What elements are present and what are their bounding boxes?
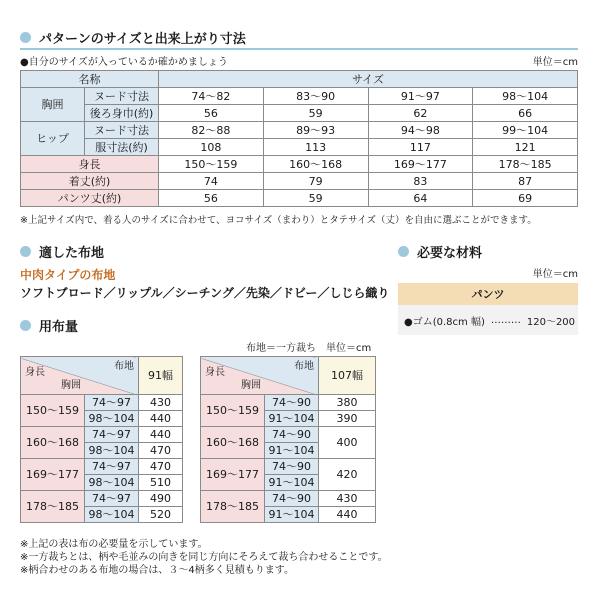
row-label-pants: パンツ丈(約) [21, 190, 159, 207]
footnote: ※柄合わせのある布地の場合は、３〜4柄多く見積もります。 [20, 565, 294, 576]
page-title: パターンのサイズと出来上がり寸法 [39, 31, 246, 47]
size-cell: 94〜98 [368, 122, 473, 139]
row-label: ヌード寸法 [85, 122, 159, 139]
size-cell: 160〜168 [263, 156, 368, 173]
group-hip: ヒップ [21, 122, 85, 156]
yardage-cell: 470 [139, 443, 183, 459]
size-cell: 69 [473, 190, 578, 207]
yardage-table-91 [20, 356, 183, 523]
size-cell: 99〜104 [473, 122, 578, 139]
materials-item: ●ゴム(0.8cm 幅) [404, 316, 485, 328]
chest-cell: 74〜90 [265, 491, 319, 507]
yardage-cell: 430 [139, 395, 183, 411]
row-label: ヌード寸法 [85, 88, 159, 105]
yardage-corner [201, 357, 319, 395]
chest-cell: 74〜97 [85, 395, 139, 411]
size-cell: 98〜104 [473, 88, 578, 105]
section-heading-yardage [20, 314, 78, 336]
size-cell: 66 [473, 105, 578, 122]
size-unit: 単位＝cm [532, 57, 578, 68]
yardage-cell: 430 [319, 491, 376, 507]
size-cell: 150〜159 [159, 156, 264, 173]
size-header-size: サイズ [159, 71, 578, 88]
yardage-table [200, 356, 376, 523]
size-cell: 87 [473, 173, 578, 190]
chest-cell: 74〜97 [85, 491, 139, 507]
height-cell: 178〜185 [21, 491, 85, 523]
materials-row [398, 305, 578, 335]
corner-chest: 胸囲 [61, 380, 81, 391]
footnote: ※一方裁ちとは、柄や毛並みの向きを同じ方向にそろえて裁ち合わせることです。 [20, 552, 388, 563]
yardage-meta: 布地＝一方裁ち 単位＝cm [246, 343, 372, 354]
yardage-cell: 470 [139, 459, 183, 475]
corner-height: 身長 [25, 367, 45, 378]
chest-cell: 74〜97 [85, 459, 139, 475]
size-cell: 169〜177 [368, 156, 473, 173]
size-cell: 178〜185 [473, 156, 578, 173]
chest-cell: 74〜97 [85, 427, 139, 443]
bullet-icon [20, 32, 31, 43]
size-cell: 79 [263, 173, 368, 190]
yardage-table-107 [200, 356, 376, 523]
yardage-corner [21, 357, 139, 395]
footnote: ※上記の表は布の必要量を示しています。 [20, 539, 208, 550]
section-heading-materials [398, 240, 482, 262]
yardage-cell: 400 [319, 427, 376, 459]
height-cell: 160〜168 [201, 427, 265, 459]
bullet-icon [398, 246, 409, 257]
chest-cell: 98〜104 [85, 443, 139, 459]
size-cell: 59 [263, 190, 368, 207]
chest-cell: 98〜104 [85, 411, 139, 427]
yardage-title: 用布量 [39, 319, 79, 335]
size-note: ※上記サイズ内で、着る人のサイズに合わせて、ヨコサイズ（まわり）とタテサイズ（丈）を自由に選ぶことができます。 [20, 215, 537, 226]
row-label: 後ろ身巾(約) [85, 105, 159, 122]
bullet-icon [20, 246, 31, 257]
height-cell: 150〜159 [21, 395, 85, 427]
section-heading-fabric [20, 240, 104, 262]
size-cell: 82〜88 [159, 122, 264, 139]
chest-cell: 91〜104 [265, 411, 319, 427]
materials-unit: 単位＝cm [532, 269, 578, 280]
chest-cell: 98〜104 [85, 475, 139, 491]
size-intro: ●自分のサイズが入っているか確かめましょう [20, 57, 228, 68]
yardage-cell: 510 [139, 475, 183, 491]
chest-cell: 98〜104 [85, 507, 139, 523]
size-cell: 108 [159, 139, 264, 156]
group-chest: 胸囲 [21, 88, 85, 122]
size-cell: 89〜93 [263, 122, 368, 139]
materials-header: パンツ [398, 283, 578, 305]
chest-cell: 74〜90 [265, 459, 319, 475]
size-cell: 74〜82 [159, 88, 264, 105]
size-header-name: 名称 [21, 71, 159, 88]
row-label-length: 着丈(約) [21, 173, 159, 190]
yardage-cell: 380 [319, 395, 376, 411]
fabric-title: 適した布地 [39, 245, 105, 261]
yardage-table [20, 356, 183, 523]
size-cell: 59 [263, 105, 368, 122]
section-heading-pattern [20, 26, 246, 48]
width-label: 107幅 [319, 357, 376, 395]
yardage-cell: 420 [319, 459, 376, 491]
size-cell: 117 [368, 139, 473, 156]
yardage-cell: 490 [139, 491, 183, 507]
height-cell: 160〜168 [21, 427, 85, 459]
yardage-cell: 440 [139, 411, 183, 427]
height-cell: 169〜177 [201, 459, 265, 491]
chest-cell: 74〜90 [265, 395, 319, 411]
size-cell: 74 [159, 173, 264, 190]
corner-chest: 胸囲 [241, 380, 261, 391]
size-cell: 64 [368, 190, 473, 207]
materials-value: 120〜200 [526, 316, 576, 328]
row-label: 服寸法(約) [85, 139, 159, 156]
size-cell: 91〜97 [368, 88, 473, 105]
corner-fabric: 布地 [114, 361, 134, 372]
materials-dots: ……… [490, 314, 521, 326]
yardage-cell: 520 [139, 507, 183, 523]
size-cell: 62 [368, 105, 473, 122]
chest-cell: 91〜104 [265, 443, 319, 459]
materials-title: 必要な材料 [417, 245, 483, 261]
divider [20, 48, 578, 50]
width-label: 91幅 [139, 357, 183, 395]
corner-height: 身長 [205, 367, 225, 378]
size-cell: 83〜90 [263, 88, 368, 105]
chest-cell: 74〜90 [265, 427, 319, 443]
yardage-cell: 440 [319, 507, 376, 523]
size-cell: 83 [368, 173, 473, 190]
height-cell: 150〜159 [201, 395, 265, 427]
yardage-cell: 390 [319, 411, 376, 427]
row-label-height: 身長 [21, 156, 159, 173]
size-table [20, 70, 578, 207]
height-cell: 178〜185 [201, 491, 265, 523]
chest-cell: 91〜104 [265, 475, 319, 491]
size-cell: 113 [263, 139, 368, 156]
yardage-cell: 440 [139, 427, 183, 443]
size-cell: 56 [159, 105, 264, 122]
chest-cell: 91〜104 [265, 507, 319, 523]
fabric-list: ソフトブロード／リップル／シーチング／先染／ドビー／しじら織り [20, 286, 390, 300]
bullet-icon [20, 320, 31, 331]
corner-fabric: 布地 [294, 361, 314, 372]
size-cell: 121 [473, 139, 578, 156]
height-cell: 169〜177 [21, 459, 85, 491]
size-cell: 56 [159, 190, 264, 207]
fabric-type: 中肉タイプの布地 [20, 268, 116, 282]
